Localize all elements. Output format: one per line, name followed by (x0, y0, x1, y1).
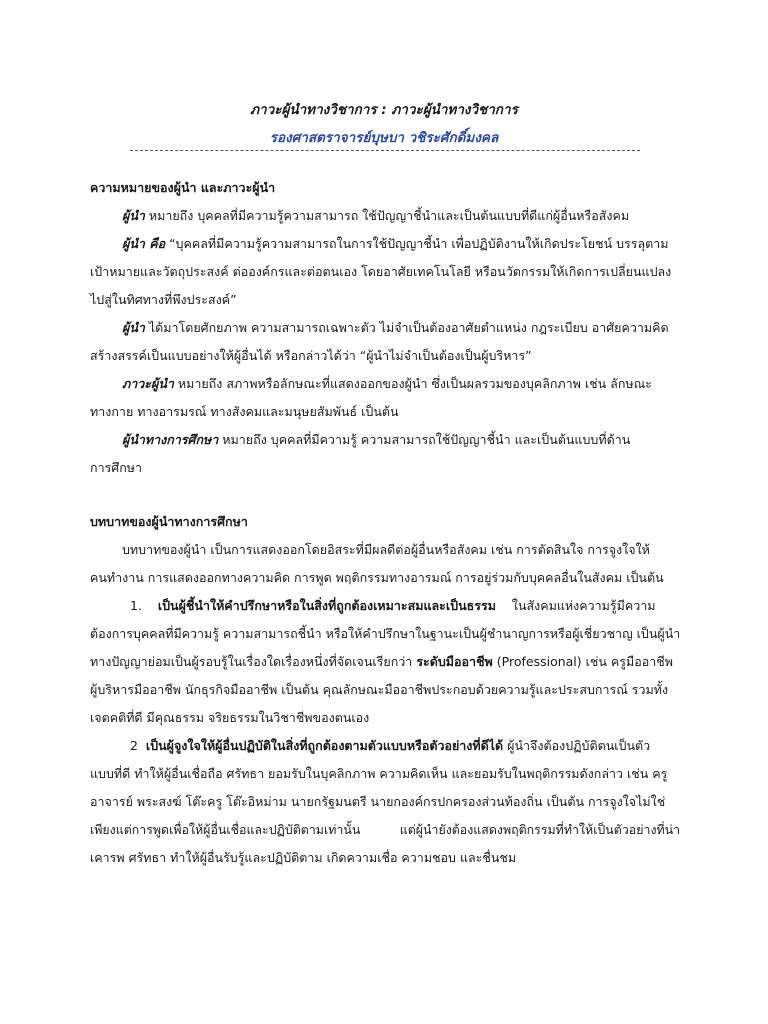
term-professional: ระดับมืออาชีพ (416, 654, 493, 669)
paragraph-leader-potential-line1 (122, 318, 669, 338)
paragraph-leader-quote-line2: เป้าหมายและวัตถุประสงค์ ต่อองค์กรและต่อตนเอง โดยอาศัยเทคโนโลยี หรือนวัตกรรมให้เกิดการเปลี่ยนแปลง (90, 264, 672, 279)
role-item-1-title: เป็นผู้ชี้นำให้คำปรึกษาหรือในสิ่งที่ถูกต้องเหมาะสมและเป็นธรรม (157, 598, 496, 613)
paragraph-text: แต่ผู้นำยังต้องแสดงพฤติกรรมที่ทำให้เป็นตัวอย่างที่น่า (399, 822, 681, 837)
divider-line (130, 150, 640, 151)
paragraph-leader-definition (122, 206, 629, 226)
document-title: ภาวะผู้นำทางวิชาการ : ภาวะผู้นำทางวิชาการ (250, 102, 518, 118)
term-educational-leader: ผู้นำทางการศึกษา (122, 432, 219, 447)
paragraph-text: ในสังคมแห่งความรู้มีความ (511, 598, 656, 613)
paragraph-text: ทางปัญญาย่อมเป็นผู้รอบรู้ในเรื่องใดเรื่องหนึ่งที่จัดเจนเรียกว่า (90, 654, 417, 669)
paragraph-text: “บุคคลที่มีความรู้ความสามารถในการใช้ปัญญาชี้นำ เพื่อปฏิบัติงานให้เกิดประโยชน์ บรรลุตาม (165, 236, 669, 251)
role-item-2-line5: เคารพ ศรัทธา ทำให้ผู้อื่นรับรู้และปฏิบัติตาม เกิดความเชื่อ ความชอบ และชื่นชม (90, 850, 517, 865)
paragraph-leadership-line1 (122, 374, 652, 394)
roles-intro-line2: คนทำงาน การแสดงออกทางความคิด การพูด พฤติกรรมทางอารมณ์ การอยู่ร่วมกับบุคคลอื่นในสังคม เป็นต้น (90, 570, 664, 585)
paragraph-text: เพียงแต่การพูดเพื่อให้ผู้อื่นเชื่อและปฏิบัติตามเท่านั้น (90, 822, 361, 837)
paragraph-leader-potential-line2: สร้างสรรค์เป็นแบบอย่างให้ผู้อื่นได้ หรือกล่าวได้ว่า “ผู้นำไม่จำเป็นต้องเป็นผู้บริหาร” (90, 348, 532, 363)
term-leader: ผู้นำ (122, 208, 145, 223)
role-item-2-line3: อาจารย์ พระสงฆ์ โต๊ะครู โต๊ะอิหม่าม นายกรัฐมนตรี นายกองค์กรปกครองส่วนท้องถิ่น เป็นต้น การจูงใจไม่ใช่ (90, 794, 666, 809)
section-heading-roles: บทบาทของผู้นำทางการศึกษา (90, 514, 248, 529)
role-item-2-line1 (130, 736, 650, 756)
term-leader-is: ผู้นำ คือ (122, 236, 166, 251)
paragraph-text: ผู้นำจึงต้องปฏิบัติตนเป็นตัว (503, 738, 651, 753)
role-item-1-line5: เจตคติที่ดี มีคุณธรรม จริยธรรมในวิชาชีพของตนเอง (90, 710, 370, 725)
paragraph-text: ได้มาโดยศักยภาพ ความสามารถเฉพาะตัว ไม่จำเป็นต้องอาศัยตำแหน่ง กฎระเบียบ อาศัยความคิด (144, 320, 669, 335)
role-item-2-line4 (90, 820, 680, 840)
term-leadership: ภาวะผู้นำ (122, 376, 174, 391)
role-item-1-line2: ต้องการบุคคลที่มีความรู้ ความสามารถชี้นำ หรือให้คำปรึกษาในฐานะเป็นผู้ชำนาญการหรือผู้เชี่ยวชาญ เป็นผู้นำ (90, 626, 681, 641)
paragraph-leader-quote-line1 (122, 234, 669, 254)
role-item-2-number: 2 (130, 738, 138, 753)
paragraph-leadership-line2: ทางกาย ทางอารมรณ์ ทางสังคมและมนุษยสัมพันธ์ เป็นต้น (90, 404, 399, 419)
role-item-1-line3 (90, 652, 673, 672)
section-heading-definitions: ความหมายของผู้นำ และภาวะผู้นำ (90, 180, 276, 195)
role-item-2-line2: แบบที่ดี ทำให้ผู้อื่นเชื่อถือ ศรัทธา ยอมรับในบุคลิกภาพ ความคิดเห็น และยอมรับในพฤติกรรมดังกล่าว เช่น ครู (90, 766, 668, 781)
paragraph-educational-leader-line2: การศึกษา (90, 460, 143, 475)
paragraph-text: หมายถึง บุคคลที่มีความรู้ความสามารถ ใช้ปัญญาชี้นำและเป็นต้นแบบที่ดีแก่ผู้อื่นหรือสังคม (144, 208, 630, 223)
author-name: รองศาสตราจารย์บุษบา วชิระศักดิ์มงคล (269, 130, 499, 146)
paragraph-text: หมายถึง บุคคลที่มีความรู้ ความสามารถใช้ปัญญาชี้นำ และเป็นต้นแบบที่ด้าน (218, 432, 631, 447)
paragraph-text: (Professional) เช่น ครูมืออาชีพ (492, 654, 673, 669)
role-item-1-number: 1. (130, 598, 142, 613)
roles-intro-line1: บทบาทของผู้นำ เป็นการแสดงออกโดยอิสระที่มีผลดีต่อผู้อื่นหรือสังคม เช่น การตัดสินใจ การจูงใจให้ (122, 542, 650, 557)
role-item-1-line1 (130, 596, 655, 616)
paragraph-educational-leader-line1 (122, 430, 630, 450)
paragraph-text: หมายถึง สภาพหรือลักษณะที่แสดงออกของผู้นำ ซึ่งเป็นผลรวมของบุคลิกภาพ เช่น ลักษณะ (173, 376, 652, 391)
role-item-2-title: เป็นผู้จูงใจให้ผู้อื่นปฏิบัติในสิ่งที่ถูกต้องตามตัวแบบหรือตัวอย่างที่ดีได้ (145, 738, 504, 753)
term-leader: ผู้นำ (122, 320, 145, 335)
role-item-1-line4: ผู้บริหารมืออาชีพ นักธุรกิจมืออาชีพ เป็นต้น คุณลักษณะมืออาชีพประกอบด้วยความรู้และประสบการณ์ รวมทั้ง (90, 682, 669, 697)
paragraph-leader-quote-line3: ไปสู่ในทิศทางที่พึงประสงค์” (90, 292, 237, 307)
